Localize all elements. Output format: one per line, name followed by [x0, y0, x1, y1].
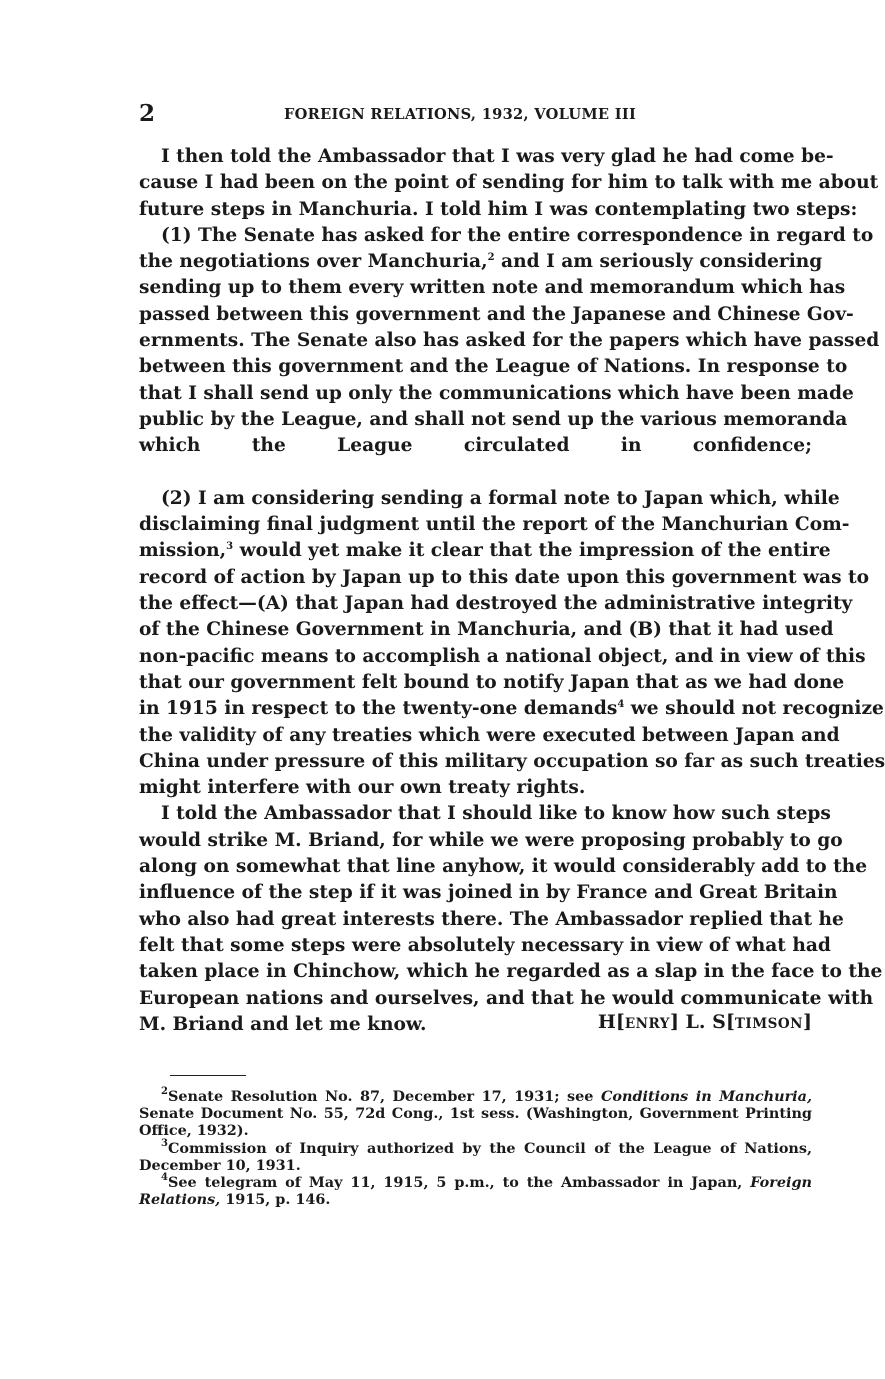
- text-line: I told the Ambassador that I should like to know how such steps: [161, 803, 831, 825]
- text-line: that I shall send up only the communications which have been made: [139, 382, 854, 404]
- text-line: influence of the step if it was joined in by France and Great Britain: [139, 882, 838, 904]
- text-line: the effect—(A) that Japan had destroyed the administrative integrity: [139, 593, 853, 615]
- text-line: in 1915 in respect to the twenty-one demands$^4$ we should not recognize: [139, 698, 884, 720]
- text-line: public by the League, and shall not send up the various memoranda: [139, 408, 848, 430]
- paragraph-3: [139, 486, 885, 802]
- text-line: taken place in Chinchow, which he regarded as a slap in the face to the: [139, 961, 883, 983]
- paragraph-4: [139, 801, 883, 1038]
- text-line: China under pressure of this military occupation so far as such treaties: [139, 750, 885, 772]
- text-line: along on somewhat that line anyhow, it would considerably add to the: [139, 856, 868, 878]
- text-line: ernments. The Senate also has asked for the papers which have passed: [139, 330, 880, 352]
- footnote-line: $^3$Commission of Inquiry authorized by the Council of the League of Nations,: [161, 1137, 812, 1157]
- text-line: non-pacific means to accomplish a national object, and in view of this: [139, 645, 866, 667]
- body-text: [139, 144, 885, 1038]
- text-line: (1) The Senate has asked for the entire correspondence in regard to: [161, 224, 874, 246]
- text-line: that our government felt bound to notify Japan that as we had done: [139, 671, 845, 693]
- page-header: [139, 100, 812, 134]
- footnote-line: Office, 1932).: [139, 1122, 249, 1140]
- footnote-line: December 10, 1931.: [139, 1156, 301, 1174]
- text-line: mission,$^3$ would yet make it clear that the impression of the entire: [139, 540, 831, 562]
- text-line: sending up to them every written note and memorandum which has: [139, 277, 846, 299]
- text-line: disclaiming final judgment until the report of the Manchurian Com-: [139, 514, 850, 536]
- footnote-line: $^2$Senate Resolution No. 87, December 17, 1931; see Conditions in Manchuria,: [161, 1086, 812, 1105]
- text-line: the negotiations over Manchuria,$^2$ and I am seriously considering: [139, 251, 823, 273]
- footnote-divider: [170, 1075, 246, 1076]
- text-line: of the Chinese Government in Manchuria, and (B) that it had used: [139, 619, 834, 641]
- text-line: M. Briand and let me know.: [139, 1013, 427, 1035]
- paragraph-1: [139, 144, 879, 223]
- text-line: between this government and the League of Nations. In response to: [139, 356, 848, 378]
- text-line: felt that some steps were absolutely necessary in view of what had: [139, 934, 831, 956]
- text-line: might interfere with our own treaty rights.: [139, 777, 586, 799]
- text-line: [139, 460, 812, 486]
- text-line: record of action by Japan up to this date upon this government was to: [139, 566, 870, 588]
- footnote-line: Senate Document No. 55, 72d Cong., 1st sess. (Washington, Government Printing: [139, 1105, 812, 1123]
- running-head: FOREIGN RELATIONS, 1932, VOLUME III: [284, 106, 637, 123]
- text-line: European nations and ourselves, and that he would communicate with: [139, 987, 874, 1009]
- text-line: I then told the Ambassador that I was very glad he had come be-: [161, 146, 834, 167]
- footnotes: [139, 1088, 812, 1208]
- paragraph-2: [139, 223, 880, 486]
- text-line: which the League circulated in confidence;: [139, 435, 812, 457]
- footnote-line: $^4$See telegram of May 11, 1915, 5 p.m., to the Ambassador in Japan, Foreign: [161, 1171, 812, 1191]
- text-line: cause I had been on the point of sending for him to talk with me about: [139, 172, 879, 194]
- footnote-ref-3[interactable]: 3: [226, 541, 234, 553]
- text-line: would strike M. Briand, for while we were proposing probably to go: [139, 829, 843, 851]
- footnote-ref-4[interactable]: 4: [617, 699, 625, 711]
- footnote-line: Relations, 1915, p. 146.: [139, 1191, 331, 1209]
- text-line: (2) I am considering sending a formal note to Japan which, while: [161, 487, 840, 509]
- page-number: 2: [139, 100, 156, 127]
- footnote-2: [139, 1088, 812, 1140]
- text-line: the validity of any treaties which were executed between Japan and: [139, 724, 840, 746]
- footnote-4: [139, 1171, 812, 1209]
- text-line: who also had great interests there. The Ambassador replied that he: [139, 908, 844, 930]
- text-line: passed between this government and the Japanese and Chinese Gov-: [139, 303, 854, 325]
- footnote-3: [139, 1137, 812, 1174]
- signature: H[ENRY] L. S[TIMSON]: [597, 1011, 812, 1033]
- text-line: future steps in Manchuria. I told him I was contemplating two steps:: [139, 198, 858, 220]
- footnote-ref-2[interactable]: 2: [487, 252, 495, 264]
